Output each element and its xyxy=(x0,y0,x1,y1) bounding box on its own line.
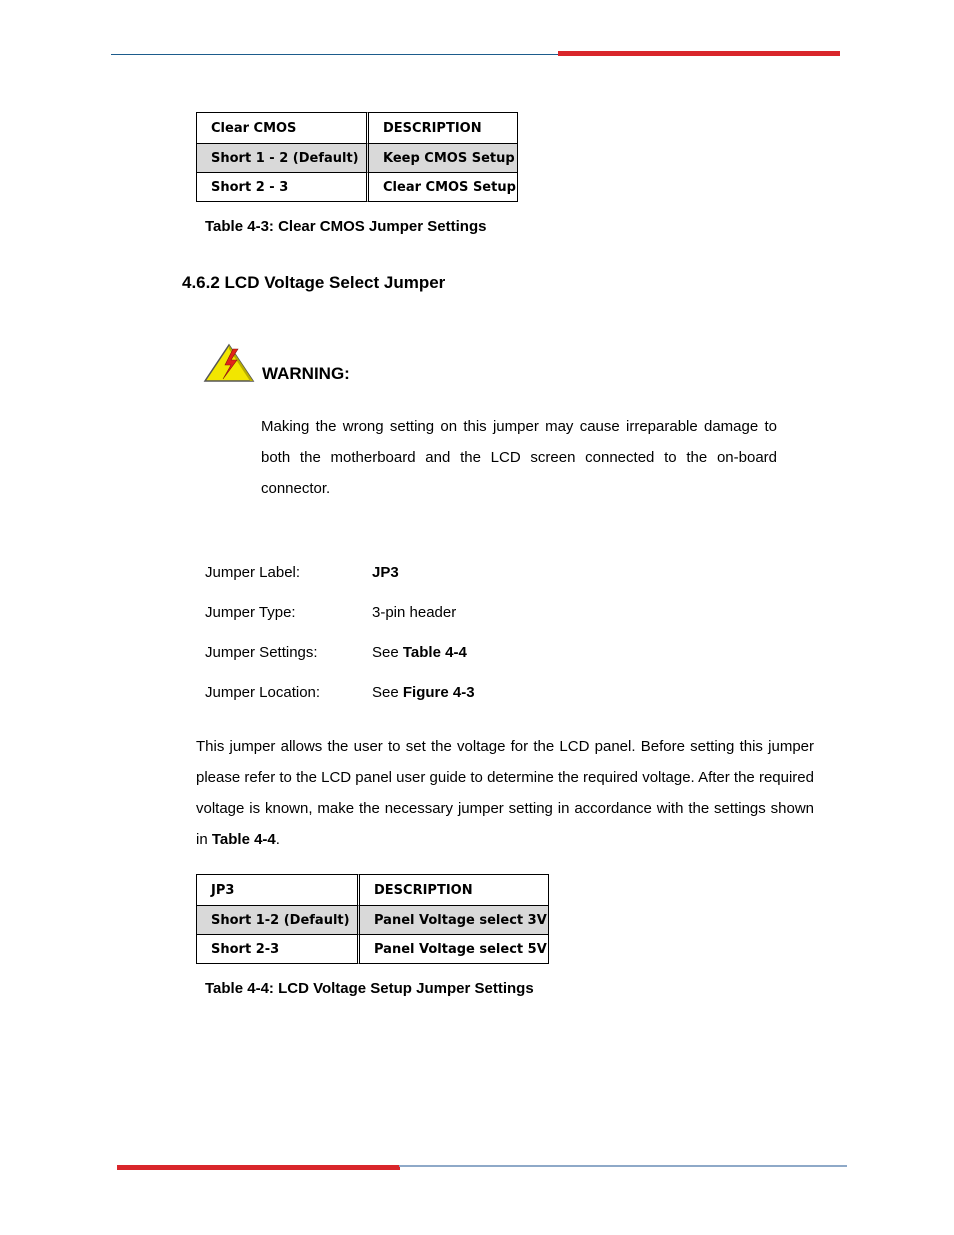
jumper-settings-key: Jumper Settings: xyxy=(205,644,318,661)
table-cell: Short 2-3 xyxy=(196,935,357,964)
table-reference-link[interactable]: Table 4-4 xyxy=(211,831,276,848)
warning-text xyxy=(261,411,777,504)
table-cell: Short 1 - 2 (Default) xyxy=(196,144,366,173)
table-cell: Panel Voltage select 3V xyxy=(357,906,549,935)
jumper-location-key: Jumper Location: xyxy=(205,684,321,701)
table-header-row xyxy=(196,112,518,144)
table-reference-link[interactable]: Table 4-4 xyxy=(402,644,467,661)
header-rule-blue xyxy=(111,54,559,55)
lcd-voltage-table xyxy=(196,874,549,964)
figure-reference-link[interactable]: Figure 4-3 xyxy=(402,684,475,701)
warning-title: WARNING: xyxy=(262,364,350,383)
paragraph-text: This jumper allows the user to set the voltage for the LCD panel. Before setting this jumper please refer to the LCD panel user guide to determine the required voltage. After the required voltage is known, make the necessary jumper setting in accordance with the settings shown in xyxy=(196,738,814,848)
jumper-type-value: 3-pin header xyxy=(372,604,457,621)
clear-cmos-table xyxy=(196,112,518,202)
jumper-type-key: Jumper Type: xyxy=(205,604,296,621)
table-row xyxy=(196,906,549,935)
table-row xyxy=(196,144,518,173)
see-text: See xyxy=(372,644,399,661)
jumper-location-value xyxy=(372,684,475,701)
body-paragraph xyxy=(196,731,814,855)
jumper-settings-value xyxy=(372,644,467,661)
table-caption: Table 4-3: Clear CMOS Jumper Settings xyxy=(205,218,487,235)
warning-triangle-icon xyxy=(203,343,255,383)
table-header-row xyxy=(196,874,549,906)
table-header-cell: Clear CMOS xyxy=(196,112,366,144)
table-row xyxy=(196,173,518,202)
warning-body: Making the wrong setting on this jumper may cause irreparable damage to both the motherboard and the LCD screen connected to the on-board connector. xyxy=(261,418,777,497)
see-text: See xyxy=(372,684,399,701)
section-heading: 4.6.2 LCD Voltage Select Jumper xyxy=(182,273,446,292)
table-header-cell: JP3 xyxy=(196,874,357,906)
table-cell: Short 2 - 3 xyxy=(196,173,366,202)
footer-rule-blue xyxy=(399,1165,847,1167)
jumper-label-value: JP3 xyxy=(372,564,399,581)
table-cell: Panel Voltage select 5V xyxy=(357,935,549,964)
paragraph-end: . xyxy=(275,831,280,848)
header-rule-red xyxy=(558,51,840,56)
table-cell: Keep CMOS Setup xyxy=(366,144,518,173)
table-row xyxy=(196,935,549,964)
table-cell: Short 1-2 (Default) xyxy=(196,906,357,935)
table-header-cell: DESCRIPTION xyxy=(366,112,518,144)
footer-rule-red xyxy=(117,1165,400,1170)
jumper-label-key: Jumper Label: xyxy=(205,564,301,581)
table-header-cell: DESCRIPTION xyxy=(357,874,549,906)
table-caption: Table 4-4: LCD Voltage Setup Jumper Settings xyxy=(205,980,534,997)
table-cell: Clear CMOS Setup xyxy=(366,173,518,202)
